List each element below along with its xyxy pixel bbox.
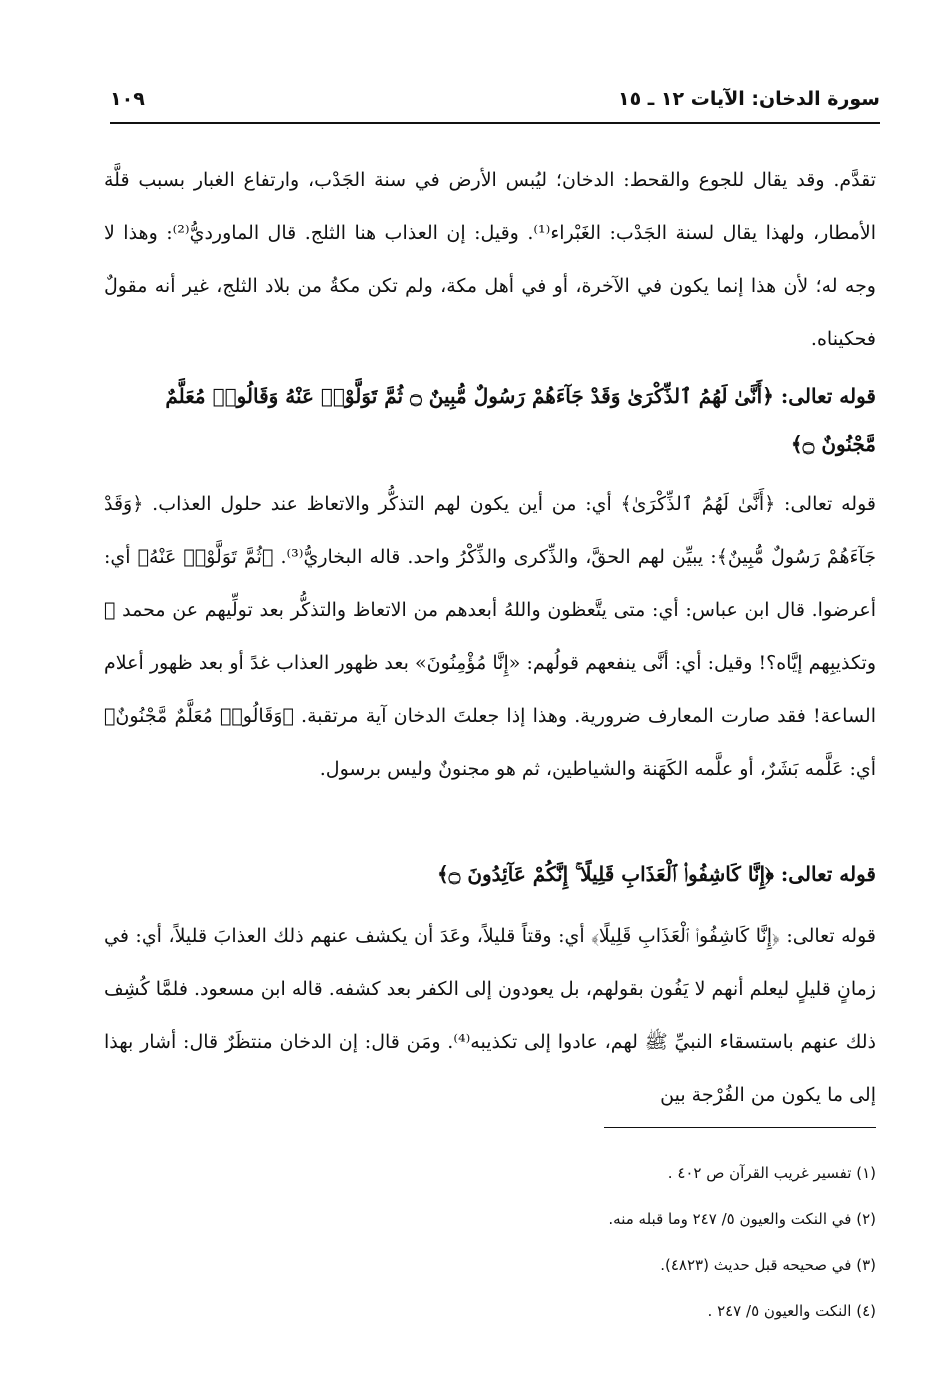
verse-heading-2: قوله تعالى: ﴿إِنَّا كَاشِفُوا۟ ٱلْعَذَابِ قَلِيلًا ۚ إِنَّكُمْ عَآئِدُونَ ۝﴾	[436, 862, 876, 886]
paragraph-1: تقدَّم. وقد يقال للجوع والقحط: الدخان؛ ليُبس الأرض في سنة الجَدْب، وارتفاع الغبار بسبب قلَّة الأمطار، ولهذا يقال لسنة الجَدْب: الغَبْراء⁽¹⁾. وقيل: إن العذاب هنا الثلج. قال الماورديُّ⁽²⁾: وهذا لا وجه له؛ لأن هذا إنما يكون في الآخرة، أو في أهل مكة، ولم تكن مكةُ من بلاد الثلج، غير أنه مقولٌ فحكيناه.	[104, 169, 876, 350]
chapter-title: سورة الدخان: الآيات ١٢ ـ ١٥	[617, 88, 880, 110]
running-header	[110, 84, 880, 120]
verse-heading-1: قوله تعالى: ﴿أَنَّىٰ لَهُمُ ٱلذِّكْرَىٰ وَقَدْ جَآءَهُمْ رَسُولٌ مُّبِينٌ ۝ ثُمَّ تَوَلَّوْا۟ عَنْهُ وَقَالُوا۟ مُعَلَّمٌ مَّجْنُونٌ ۝﴾	[165, 384, 876, 456]
footnote-3: (٣) في صحيحه قبل حديث (٤٨٢٣).	[660, 1256, 876, 1274]
footnotes	[104, 1150, 876, 1334]
page-number: ١٠٩	[110, 88, 145, 110]
footnote-4: (٤) النكت والعيون ٥/ ٢٤٧ .	[707, 1302, 876, 1320]
footnote-1: (١) تفسير غريب القرآن ص ٤٠٢ .	[667, 1164, 876, 1182]
footnote-separator	[604, 1127, 876, 1128]
header-rule	[110, 122, 880, 124]
footnote-2: (٢) في النكت والعيون ٥/ ٢٤٧ وما قبله منه.	[608, 1210, 876, 1228]
paragraph-2: قوله تعالى: ﴿أَنَّىٰ لَهُمُ ٱلذِّكْرَىٰ﴾ أي: من أين يكون لهم التذكُّر والاتعاظ عند حلول العذاب. ﴿وَقَدْ جَآءَهُمْ رَسُولٌ مُّبِينٌ﴾: يبيِّن لهم الحقَّ، والذِّكرى والذِّكْرُ واحد. قاله البخاريُّ⁽³⁾. ﴿ثُمَّ تَوَلَّوْا۟ عَنْهُ﴾ أي: أعرضوا. قال ابن عباس: أي: متى يتَّعظون واللهُ أبعدهم من الاتعاظ والتذكُّر بعد تولِّيهم عن محمد ﷺ وتكذيبِهم إيَّاه؟! وقيل: أي: أنَّى ينفعهم قولُهم: «إِنَّا مُؤْمِنُونَ» بعد ظهور العذاب غدً أو بعد ظهور أعلام الساعة! فقد صارت المعارف ضرورية. وهذا إذا جعلتَ الدخان آية مرتقبة. ﴿وَقَالُوا۟ مُعَلَّمٌ مَّجْنُونٌ﴾ أي: عَلَّمه بَشَرٌ، أو علَّمه الكَهَنة والشياطين، ثم هو مجنونٌ وليس برسول.	[104, 493, 876, 780]
paragraph-3: قوله تعالى: ﴿إِنَّا كَاشِفُوا۟ ٱلْعَذَابِ قَلِيلًا﴾ أي: وقتاً قليلاً، وعَدَ أن يكشف عنهم ذلك العذابَ قليلاً، أي: في زمانٍ قليلٍ ليعلم أنهم لا يَفُون بقولهم، بل يعودون إلى الكفر بعد كشفه. قاله ابن مسعود. فلمَّا كُشِف ذلك عنهم باستسقاء النبيِّ ﷺ لهم، عادوا إلى تكذيبه⁽⁴⁾. ومَن قال: إن الدخان منتظَرٌ قال: أشار بهذا إلى ما يكون من الفُرْجة بين	[104, 925, 876, 1106]
